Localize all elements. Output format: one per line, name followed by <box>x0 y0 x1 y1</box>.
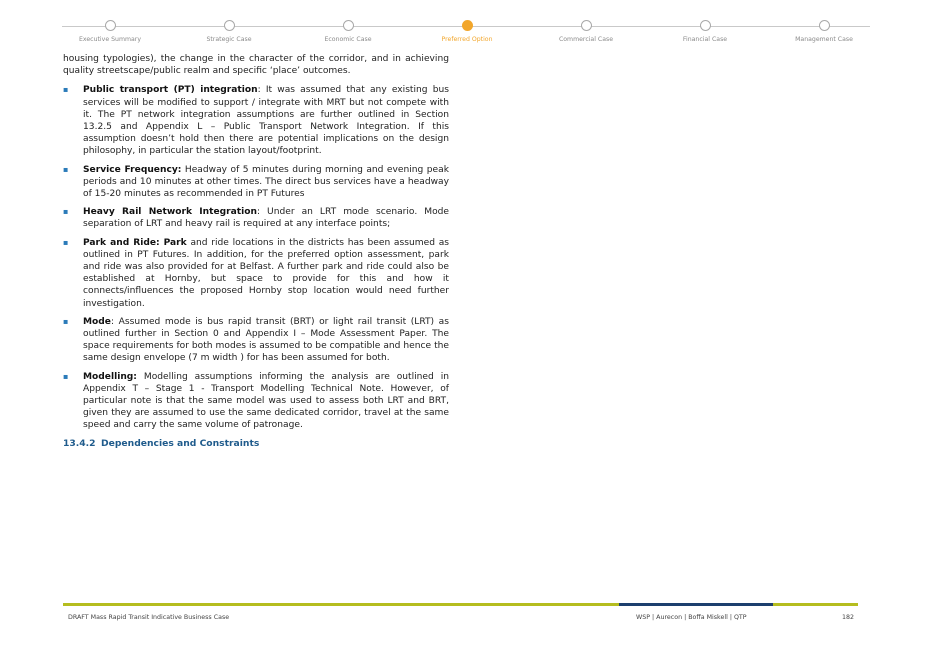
stage-progress-nav <box>62 18 870 48</box>
stage-dot-icon <box>343 20 354 31</box>
list-item-text: : It was assumed that any existing bus services will be modified to support / integrate with MRT but not compete with it. The PT network integration assumptions are further outlined in Section 13.2.5 and Appendix L – Public Transport Network Integration. If this assumption doesn’t hold then there are potential implications on the design philosophy, in particular the station layout/footprint. <box>83 85 449 157</box>
list-item <box>63 164 449 201</box>
stage-label: Financial Case <box>682 36 728 43</box>
list-item-text: Modelling assumptions informing the analysis are outlined in Appendix T – Stage 1 - Transport Modelling Technical Note. However, of particular note is that the same model was used to assess both LRT and BRT, given they are assumed to use the same dedicated corridor, travel at the same speed and carry the same volume of patronage. <box>83 371 449 431</box>
bullet-icon: ▪ <box>63 164 69 174</box>
intro-paragraph: housing typologies), the change in the character of the corridor, and in achieving quality streetscape/public realm and specific ‘place’ outcomes. <box>63 54 449 77</box>
stage-dot-icon <box>581 20 592 31</box>
list-item-text: : Under an LRT mode scenario. Mode separation of LRT and heavy rail is required at any interface points; <box>83 207 450 230</box>
stage-commercial-case[interactable] <box>526 18 646 43</box>
list-item-title: Heavy Rail Network Integration <box>83 207 257 218</box>
footer-document-title: DRAFT Mass Rapid Transit Indicative Business Case <box>68 614 230 621</box>
page-number: 182 <box>841 614 854 621</box>
stage-financial-case[interactable] <box>645 18 765 43</box>
stage-executive-summary[interactable] <box>50 18 170 43</box>
list-item <box>63 206 449 230</box>
assumptions-list <box>63 84 449 431</box>
list-item <box>63 237 449 310</box>
stage-label: Strategic Case <box>206 36 252 43</box>
stage-label: Executive Summary <box>79 36 141 43</box>
list-item <box>63 371 449 432</box>
stage-economic-case[interactable] <box>288 18 408 43</box>
stage-dot-icon <box>224 20 235 31</box>
stage-label: Commercial Case <box>558 36 614 43</box>
bullet-icon: ▪ <box>63 237 69 247</box>
section-number: 13.4.2 <box>63 437 96 449</box>
bullet-icon: ▪ <box>63 316 69 326</box>
section-heading <box>63 438 449 450</box>
stage-label: Management Case <box>795 36 853 43</box>
stage-dot-active-icon <box>462 20 473 31</box>
list-item-title: Mode <box>83 316 111 327</box>
footer-divider-green <box>63 603 619 606</box>
stage-management-case[interactable] <box>764 18 884 43</box>
list-item-title: Service Frequency: <box>83 164 182 175</box>
footer-divider <box>63 603 858 606</box>
list-item <box>63 316 449 365</box>
list-item <box>63 84 449 157</box>
list-item-text: Headway of 5 minutes during morning and evening peak periods and 10 minutes at other times. The direct bus services have a headway of 15-20 minutes as recommended in PT Futures <box>83 164 449 200</box>
footer-authors: WSP | Aurecon | Boffa Miskell | QTP <box>636 614 747 621</box>
footer-divider-navy <box>619 603 773 606</box>
bullet-icon: ▪ <box>63 371 69 381</box>
footer-divider-green-end <box>773 603 858 606</box>
stage-dot-icon <box>819 20 830 31</box>
stage-dot-icon <box>105 20 116 31</box>
list-item-text: : Assumed mode is bus rapid transit (BRT) or light rail transit (LRT) as outlined further in Section 0 and Appendix I – Mode Assessment Paper. The space requirements for both modes is assumed to be compatible and hence the same design envelope (7 m width ) for has been assumed for both. <box>83 316 449 364</box>
section-title: Dependencies and Constraints <box>101 437 260 449</box>
stage-dot-icon <box>700 20 711 31</box>
list-item-title: Public transport (PT) integration <box>83 85 258 96</box>
document-body <box>63 53 449 450</box>
stage-label: Economic Case <box>324 36 372 43</box>
list-item-text: and ride locations in the districts has been assumed as outlined in PT Futures. In addition, for the preferred option assessment, park and ride was also provided for at Belfast. A further park and ride could also be established at Hornby, but space to provide for this and how it connects/influences the proposed Hornby stop location would need further investigation. <box>83 237 449 309</box>
list-item-title: Park and Ride: Park <box>83 237 187 248</box>
stage-label: Preferred Option <box>441 36 493 43</box>
bullet-icon: ▪ <box>63 85 69 95</box>
stage-strategic-case[interactable] <box>169 18 289 43</box>
list-item-title: Modelling: <box>83 371 137 382</box>
bullet-icon: ▪ <box>63 207 69 217</box>
stage-preferred-option[interactable] <box>407 18 527 43</box>
